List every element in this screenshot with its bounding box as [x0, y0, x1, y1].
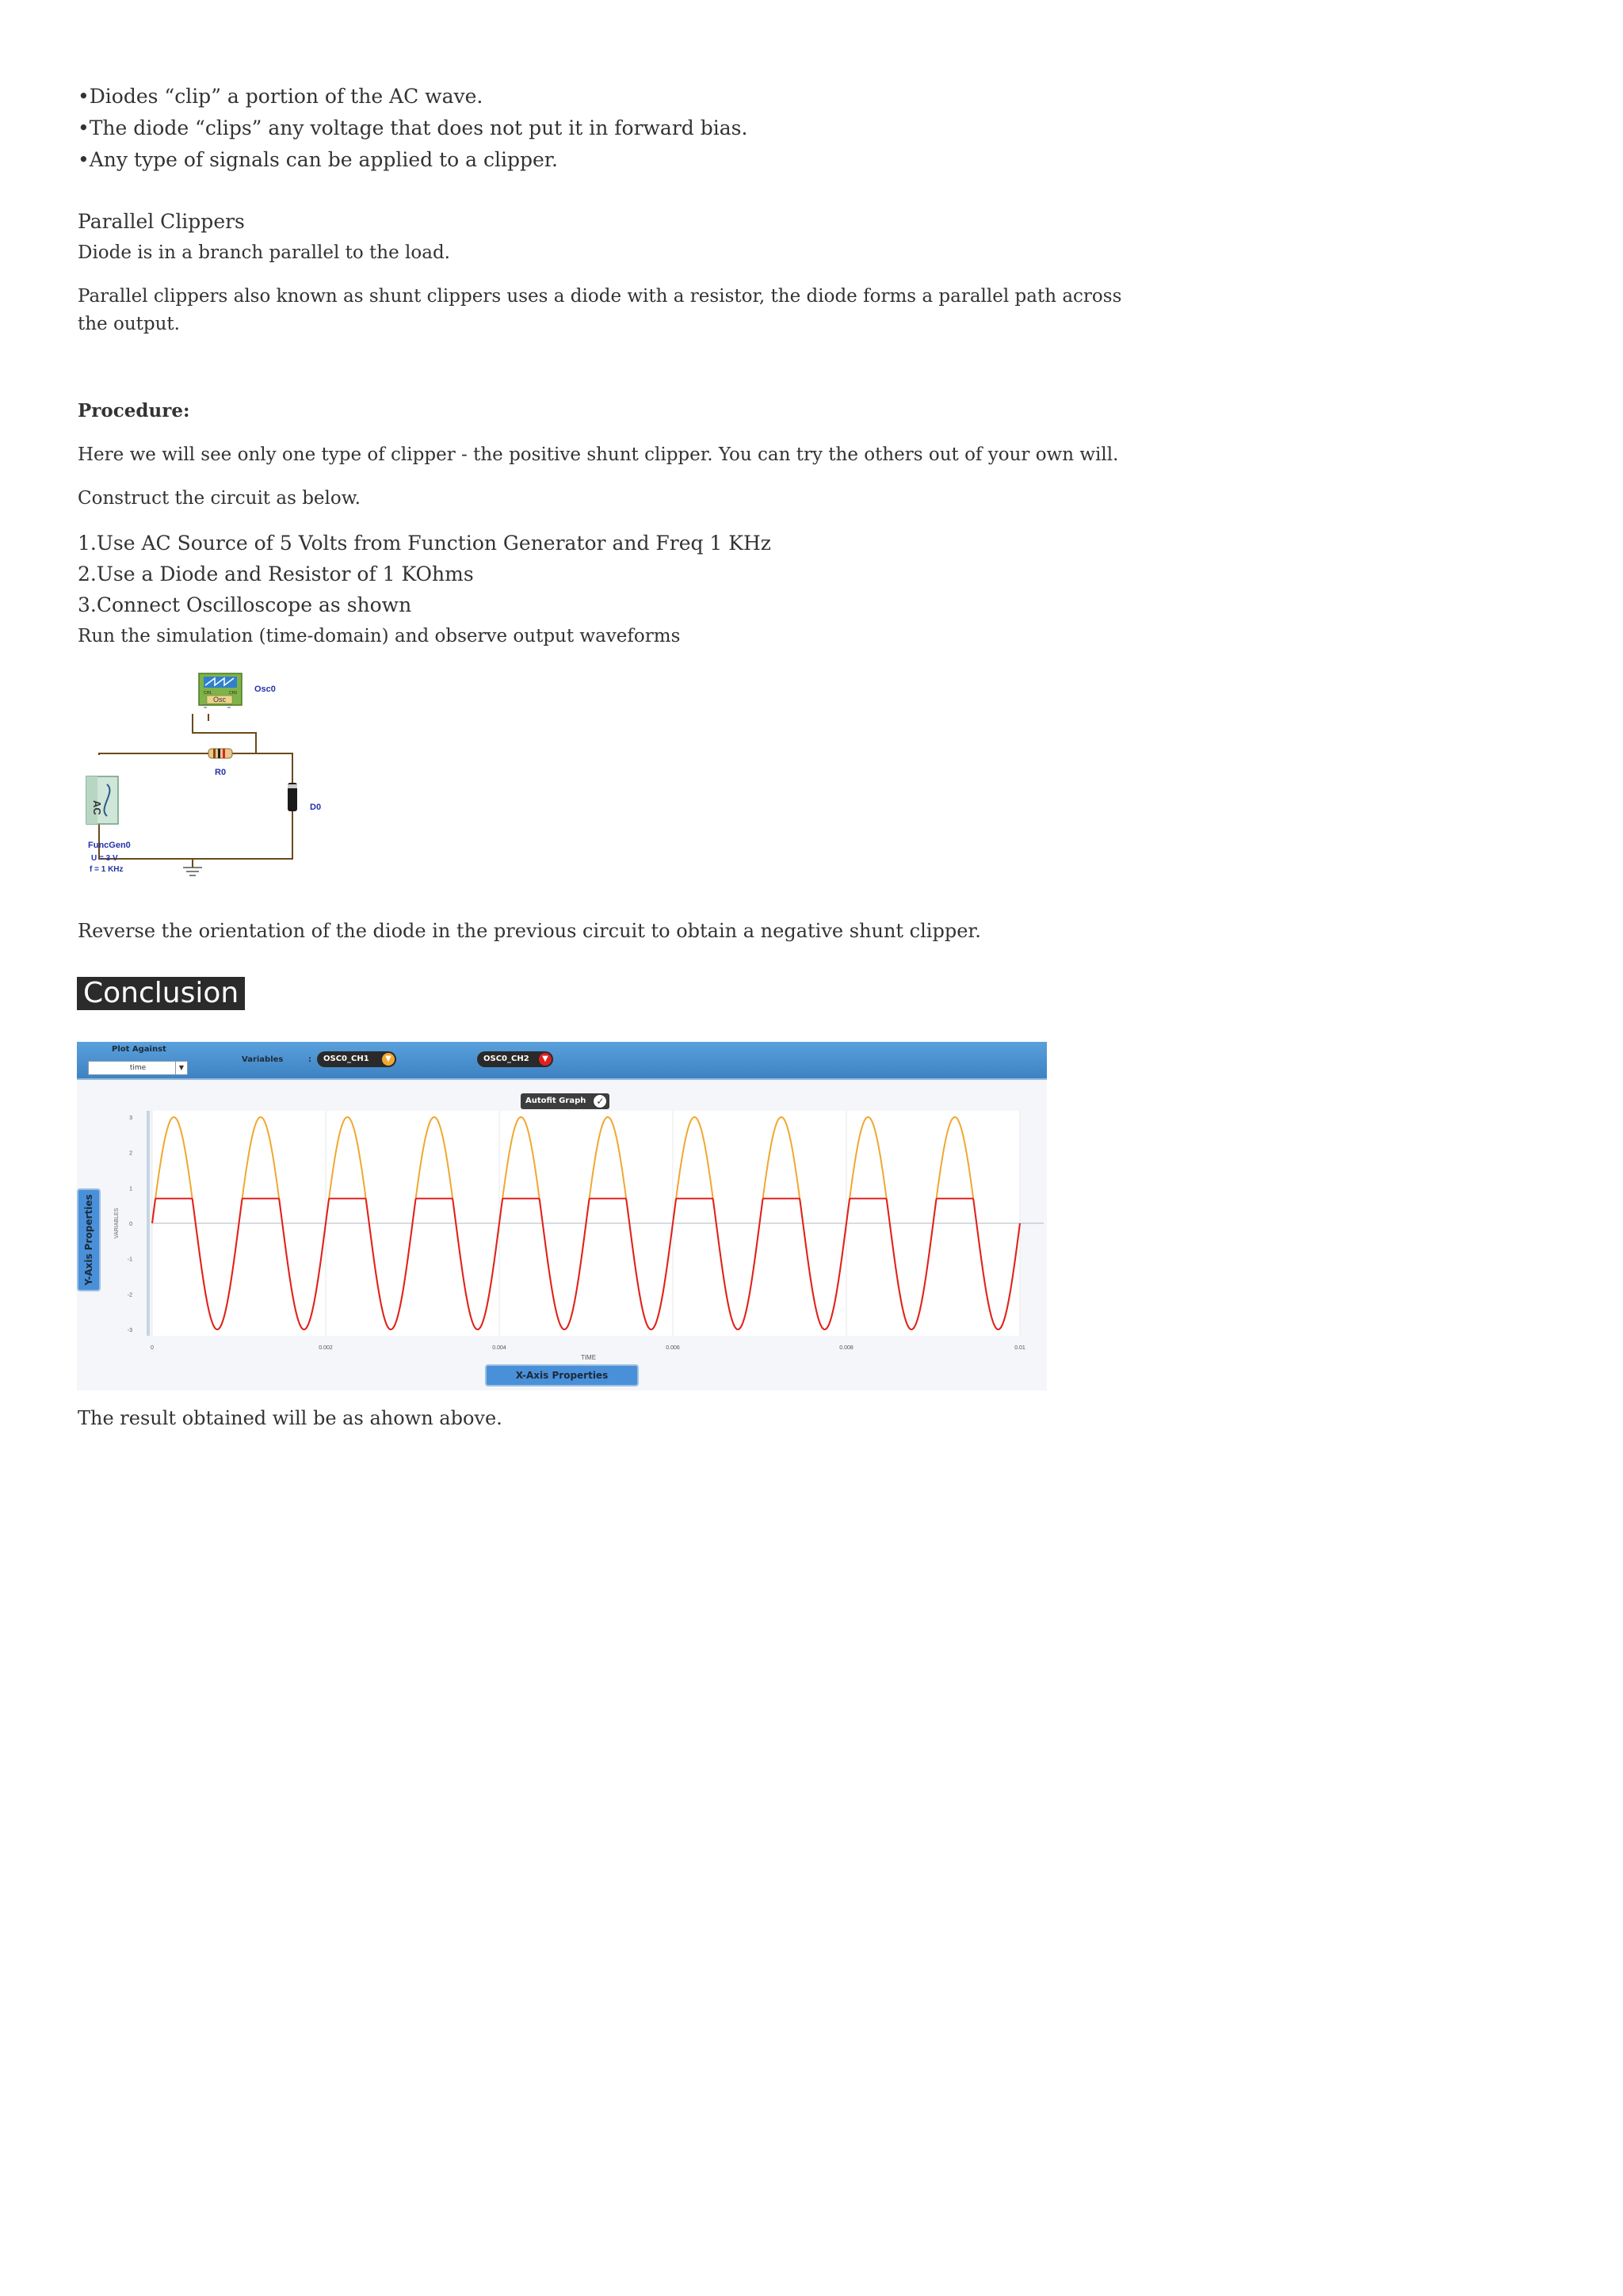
source-voltage: U = 3 V: [91, 854, 118, 863]
ac-text: AC: [91, 800, 103, 815]
parallel-desc-1: Parallel clippers also known as shunt clippers uses a diode with a resistor, the diode forms a parallel path across: [78, 286, 1122, 307]
autofit-label: Autofit Graph: [525, 1097, 586, 1105]
source-label: FuncGen0: [88, 841, 131, 850]
parallel-desc-2: the output.: [78, 314, 180, 334]
resistor-label: R0: [215, 768, 227, 777]
oscilloscope: [199, 673, 276, 707]
diode-label: D0: [310, 803, 322, 812]
y-tick-label: -3: [127, 1328, 132, 1333]
parallel-sub: Diode is in a branch parallel to the load.: [78, 242, 450, 263]
chevron-down-icon: ▼: [175, 1062, 187, 1074]
procedure-construct: Construct the circuit as below.: [78, 488, 361, 509]
x-tick-label: 0.004: [492, 1345, 506, 1351]
x-tick-label: 0: [151, 1345, 154, 1351]
y-axis-properties-button[interactable]: [77, 1188, 101, 1291]
ch1-dropdown-icon[interactable]: ▼: [382, 1053, 395, 1066]
ch2-pill-label: OSC0_CH2: [483, 1055, 529, 1063]
procedure-step-3: 3.Connect Oscilloscope as shown: [78, 593, 412, 616]
y-tick-label: 3: [129, 1116, 132, 1121]
bullet-2: •The diode “clips” any voltage that does not put it in forward bias.: [78, 116, 748, 139]
bullet-1: •Diodes “clip” a portion of the AC wave.: [78, 85, 483, 108]
oscilloscope-plot-panel: [77, 1042, 1047, 1390]
procedure-run: Run the simulation (time-domain) and observe output waveforms: [78, 626, 681, 646]
variables-label: Variables: [242, 1055, 284, 1064]
resistor-r0: [208, 749, 232, 777]
reverse-text: Reverse the orientation of the diode in the previous circuit to obtain a negative shunt clipper.: [78, 920, 981, 942]
y-tick-label: -2: [127, 1292, 132, 1299]
x-tick-label: 0.01: [1014, 1345, 1025, 1351]
circuit-diagram: [75, 666, 376, 887]
y-tick-label: 1: [129, 1186, 132, 1192]
diode-d0: [288, 783, 321, 812]
procedure-heading: Procedure:: [78, 400, 190, 421]
osc-box-label: Osc: [212, 696, 227, 704]
procedure-intro: Here we will see only one type of clipper - the positive shunt clipper. You can try the others out of your own will.: [78, 444, 1119, 465]
osc-ch2-label: CH2: [229, 691, 238, 696]
procedure-step-1: 1.Use AC Source of 5 Volts from Function Generator and Freq 1 KHz: [78, 532, 771, 555]
bullet-3: •Any type of signals can be applied to a clipper.: [78, 148, 558, 171]
ch1-pill-label: OSC0_CH1: [323, 1055, 369, 1063]
procedure-step-2: 2.Use a Diode and Resistor of 1 KOhms: [78, 563, 474, 585]
y-tick-label: 0: [129, 1222, 132, 1227]
ground-icon: [183, 868, 202, 875]
x-tick-label: 0.002: [319, 1345, 333, 1351]
conclusion-heading: Conclusion: [77, 977, 245, 1010]
plot-against-value: time: [129, 1064, 147, 1072]
waveform-chart: [77, 1042, 1047, 1390]
y-axis-strip: [147, 1111, 150, 1336]
x-axis-title: TIME: [580, 1354, 597, 1361]
result-text: The result obtained will be as ahown above.: [78, 1407, 502, 1429]
check-icon: ✓: [593, 1094, 607, 1108]
x-axis-properties-button[interactable]: X-Axis Properties: [485, 1364, 639, 1386]
parallel-heading: Parallel Clippers: [78, 210, 245, 233]
x-tick-label: 0.008: [839, 1345, 854, 1351]
y-axis-title: VARIABLES: [114, 1207, 120, 1239]
source-freq: f = 1 KHz: [90, 865, 124, 874]
y-axis-properties-label: Y-Axis Properties: [83, 1194, 94, 1286]
y-tick-label: 2: [129, 1150, 132, 1157]
variables-colon: :: [308, 1055, 311, 1064]
ch2-dropdown-icon[interactable]: ▼: [539, 1053, 552, 1066]
x-tick-label: 0.006: [666, 1345, 680, 1351]
plot-against-label: Plot Against: [112, 1045, 166, 1054]
osc-label: Osc0: [254, 685, 276, 694]
y-tick-label: -1: [127, 1257, 132, 1263]
osc-ch1-label: CH1: [204, 691, 212, 696]
